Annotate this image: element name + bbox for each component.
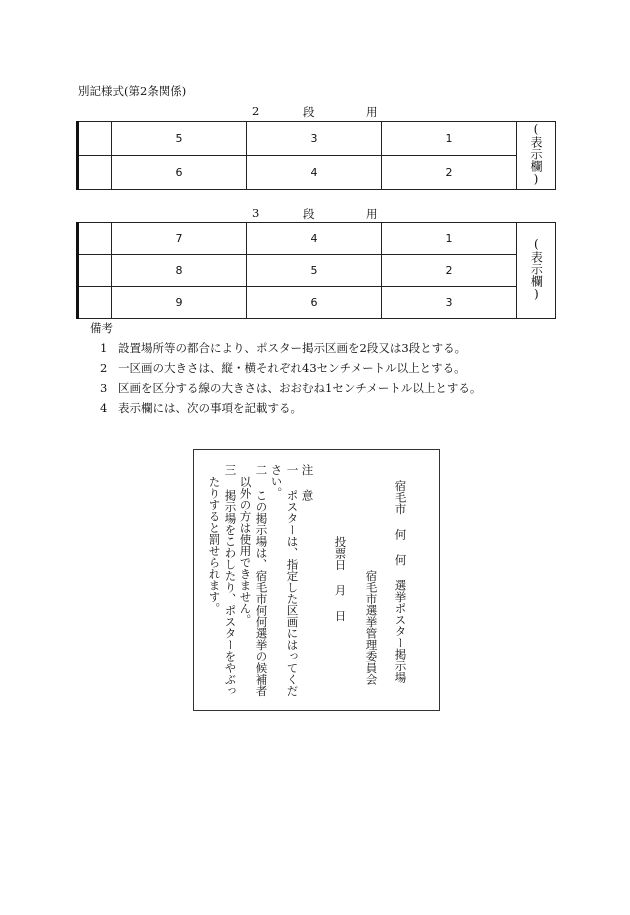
table2-title-dan: 段: [303, 105, 315, 119]
sign-item-1-cont: さい。: [269, 464, 284, 499]
table3-title-dan: 段: [303, 207, 315, 221]
table3-blank-cell: [78, 223, 112, 255]
table2-blank-cell: [78, 122, 112, 156]
sign-item-2-cont: 以外の方は使用できません。: [238, 476, 253, 626]
note-text: 一区画の大きさは、縦・横それぞれ43センチメートル以上とする。: [118, 361, 466, 375]
sign-item-3-cont: たりすると罰せられます。: [207, 476, 222, 614]
table2-cell: 6: [112, 156, 247, 190]
note-item: [100, 378, 481, 398]
sign-vote-date: 投票日 月 日: [333, 536, 348, 622]
notes-title: 備考: [90, 321, 113, 335]
table3-cell: 9: [112, 287, 247, 319]
table2-title-number: 2: [252, 104, 260, 118]
table3-cell: 3: [382, 287, 517, 319]
table2-title: [0, 104, 630, 120]
table3-display-label: (表示欄): [529, 237, 544, 301]
sign-item-2: 二 この掲示場は、宿毛市何何選挙の候補者: [254, 464, 269, 697]
table2-cell: 5: [112, 122, 247, 156]
table3-blank-cell: [78, 287, 112, 319]
sign-caution: 注 意: [300, 464, 315, 501]
table2-grid: [76, 121, 556, 190]
sign-item-1: 一 ポスターは、指定した区画にはってくだ: [285, 464, 300, 697]
table2-cell: 2: [382, 156, 517, 190]
table3-title-you: 用: [366, 207, 378, 221]
notes-section: [90, 320, 481, 418]
table3-blank-cell: [78, 255, 112, 287]
sign-title: 宿毛市 何 何 選挙ポスター掲示場: [393, 480, 408, 683]
form-heading: 別記様式(第2条関係): [78, 84, 187, 98]
table3-title: [0, 206, 630, 222]
table3-cell: 6: [247, 287, 382, 319]
note-item: [100, 338, 481, 358]
sign-item-3: 三 掲示場をこわしたり、ポスターをやぶっ: [223, 464, 238, 697]
display-sign-box: [193, 449, 440, 711]
table2-display-label: (表示欄): [529, 122, 543, 186]
table3-cell: 1: [382, 223, 517, 255]
table2-cell: 1: [382, 122, 517, 156]
table3-display-column: [517, 223, 556, 319]
table3-cell: 4: [247, 223, 382, 255]
note-number: 1: [100, 341, 108, 355]
note-item: [100, 398, 481, 418]
table3-title-number: 3: [252, 206, 260, 220]
table3-cell: 5: [247, 255, 382, 287]
table3-cell: 7: [112, 223, 247, 255]
sign-committee: 宿毛市選挙管理委員会: [364, 570, 379, 685]
table2-cell: 4: [247, 156, 382, 190]
note-number: 2: [100, 361, 108, 375]
table2-cell: 3: [247, 122, 382, 156]
note-text: 設置場所等の都合により、ポスター掲示区画を2段又は3段とする。: [118, 341, 467, 355]
note-text: 表示欄には、次の事項を記載する。: [118, 401, 302, 415]
table3-cell: 8: [112, 255, 247, 287]
note-text: 区画を区分する線の大きさは、おおむね1センチメートル以上とする。: [118, 381, 482, 395]
table2-blank-cell: [78, 156, 112, 190]
table3-grid: [76, 222, 556, 319]
note-item: [100, 358, 481, 378]
table3-cell: 2: [382, 255, 517, 287]
note-number: 3: [100, 381, 108, 395]
table2-display-column: [517, 122, 556, 190]
table2-title-you: 用: [366, 105, 378, 119]
note-number: 4: [100, 401, 108, 415]
